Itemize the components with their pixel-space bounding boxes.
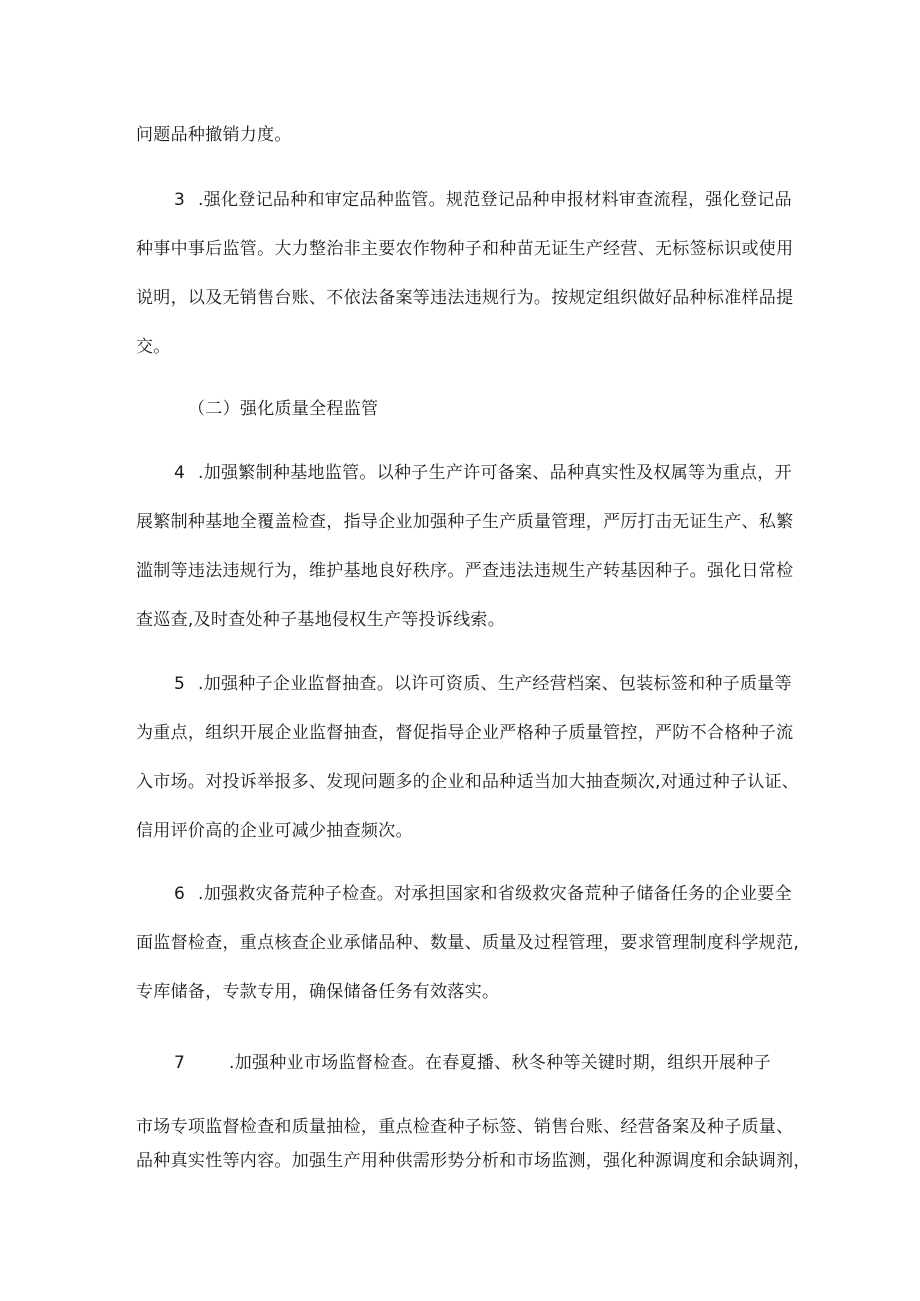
paragraph-line: 滥制等违法违规行为，维护基地良好秩序。严查违法违规生产转基因种子。强化日常检 bbox=[136, 561, 794, 581]
section-title: （二）强化质量全程监管 bbox=[188, 399, 379, 419]
paragraph-line: 展繁制种基地全覆盖检查，指导企业加强种子生产质量管理，严厉打击无证生产、私繁 bbox=[136, 512, 794, 532]
paragraph-line: 说明，以及无销售台账、不依法备案等违法违规行为。按规定组织做好品种标准样品提 bbox=[136, 288, 794, 308]
item-heading: .加强种子企业监督抽查。以许可资质、生产经营档案、包装标签和种子质量等 bbox=[198, 674, 792, 694]
paragraph-line: 市场专项监督检查和质量抽检，重点检查种子标签、销售台账、经营备案及种子质量、 bbox=[136, 1117, 794, 1137]
item-heading: .强化登记品种和审定品种监管。规范登记品种申报材料审查流程，强化登记品 bbox=[198, 190, 792, 210]
paragraph-line: 品种真实性等内容。加强生产用种供需形势分析和市场监测，强化种源调度和余缺调剂， bbox=[136, 1151, 811, 1171]
paragraph-line: 问题品种撤销力度。 bbox=[136, 125, 292, 145]
item-heading: .加强繁制种基地监管。以种子生产许可备案、品种真实性及权属等为重点，开 bbox=[198, 463, 792, 483]
item-heading: .加强种业市场监督检查。在春夏播、秋冬种等关键时期，组织开展种子 bbox=[229, 1053, 772, 1073]
item-number: 5 bbox=[174, 674, 185, 694]
paragraph-line: 面监督检查，重点核查企业承储品种、数量、质量及过程管理，要求管理制度科学规范, bbox=[136, 933, 800, 953]
paragraph-line: 交。 bbox=[136, 337, 171, 357]
paragraph-line: 为重点，组织开展企业监督抽查，督促指导企业严格种子质量管控，严防不合格种子流 bbox=[136, 723, 794, 743]
paragraph-line: 种事中事后监管。大力整治非主要农作物种子和种苗无证生产经营、无标签标识或使用 bbox=[136, 239, 794, 259]
paragraph-line: 专库储备，专款专用，确保储备任务有效落实。 bbox=[136, 982, 500, 1002]
item-number: 6 bbox=[174, 884, 185, 904]
paragraph-line: 信用评价高的企业可减少抽查频次。 bbox=[136, 821, 413, 841]
item-number: 4 bbox=[174, 463, 185, 483]
paragraph-line: 入市场。对投诉举报多、发现问题多的企业和品种适当加大抽查频次,对通过种子认证、 bbox=[136, 772, 800, 792]
paragraph-line: 查巡查,及时查处种子基地侵权生产等投诉线索。 bbox=[136, 610, 506, 630]
item-heading: .加强救灾备荒种子检查。对承担国家和省级救灾备荒种子储备任务的企业要全 bbox=[198, 884, 792, 904]
item-number: 7 bbox=[174, 1053, 185, 1073]
item-number: 3 bbox=[174, 190, 185, 210]
